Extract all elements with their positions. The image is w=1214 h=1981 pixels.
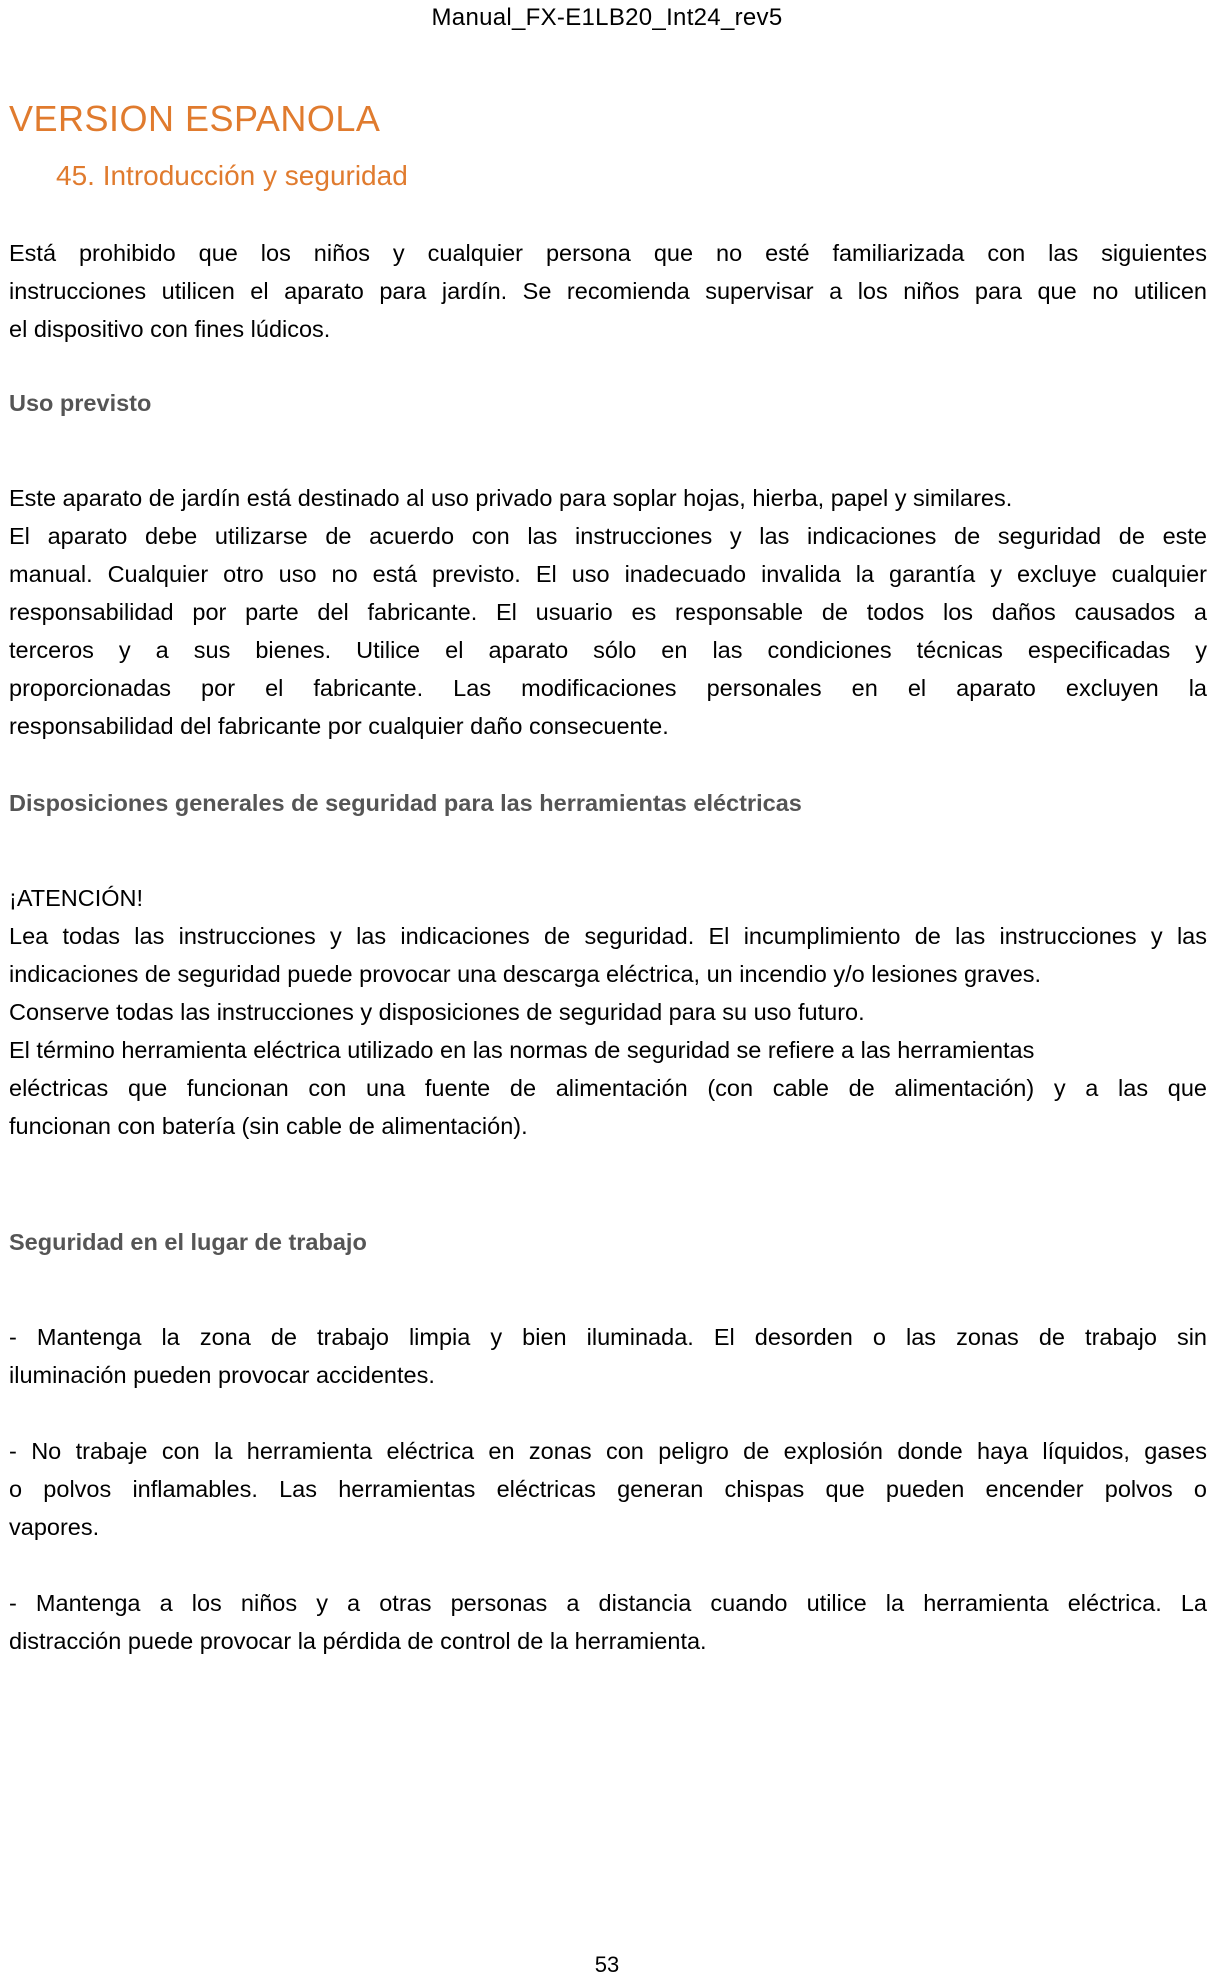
- heading-seguridad-lugar: Seguridad en el lugar de trabajo: [9, 1229, 367, 1255]
- text-line: responsabilidad del fabricante por cualquier daño consecuente.: [9, 713, 669, 739]
- disposiciones-paragraph: [9, 879, 1207, 1145]
- intro-paragraph: [9, 234, 1207, 348]
- text-line: El término herramienta eléctrica utilizado en las normas de seguridad se refiere a las herramientas: [9, 1037, 1035, 1063]
- text-line: - Mantenga la zona de trabajo limpia y bien iluminada. El desorden o las zonas de trabajo sin: [9, 1324, 1207, 1350]
- text-line: Está prohibido que los niños y cualquier persona que no esté familiarizada con las siguientes: [9, 240, 1207, 266]
- text-line: proporcionadas por el fabricante. Las modificaciones personales en el aparato excluyen la: [9, 675, 1207, 701]
- text-line: iluminación pueden provocar accidentes.: [9, 1362, 435, 1388]
- page-number: 53: [594, 1952, 620, 1977]
- list-item: [9, 1584, 1207, 1660]
- uso-previsto-paragraph: [9, 479, 1207, 745]
- list-item: [9, 1318, 1207, 1394]
- heading-disposiciones: Disposiciones generales de seguridad para las herramientas eléctricas: [9, 790, 802, 816]
- text-line: Este aparato de jardín está destinado al uso privado para soplar hojas, hierba, papel y similares.: [9, 485, 1013, 511]
- text-line: terceros y a sus bienes. Utilice el aparato sólo en las condiciones técnicas especificadas y: [9, 637, 1207, 663]
- list-item: [9, 1432, 1207, 1546]
- text-line: - No trabaje con la herramienta eléctrica en zonas con peligro de explosión donde haya líquidos, gases: [9, 1438, 1207, 1464]
- text-line: Lea todas las instrucciones y las indicaciones de seguridad. El incumplimiento de las instrucciones y las: [9, 923, 1207, 949]
- text-line: instrucciones utilicen el aparato para jardín. Se recomienda supervisar a los niños para que no utilicen: [9, 278, 1207, 304]
- text-line: funcionan con batería (sin cable de alimentación).: [9, 1113, 528, 1139]
- document-header: Manual_FX-E1LB20_Int24_rev5: [431, 4, 783, 31]
- text-line: distracción puede provocar la pérdida de control de la herramienta.: [9, 1628, 707, 1654]
- version-title: VERSION ESPANOLA: [9, 98, 381, 139]
- text-line: vapores.: [9, 1514, 100, 1540]
- text-line: responsabilidad por parte del fabricante. El usuario es responsable de todos los daños causados a: [9, 599, 1207, 625]
- text-line: Conserve todas las instrucciones y disposiciones de seguridad para su uso futuro.: [9, 999, 865, 1025]
- heading-uso-previsto: Uso previsto: [9, 390, 152, 416]
- text-line: El aparato debe utilizarse de acuerdo con las instrucciones y las indicaciones de seguridad de este: [9, 523, 1207, 549]
- text-line: el dispositivo con fines lúdicos.: [9, 316, 331, 342]
- text-line: eléctricas que funcionan con una fuente de alimentación (con cable de alimentación) y a las que: [9, 1075, 1207, 1101]
- text-line: - Mantenga a los niños y a otras personas a distancia cuando utilice la herramienta eléctrica. La: [9, 1590, 1207, 1616]
- text-line: manual. Cualquier otro uso no está previsto. El uso inadecuado invalida la garantía y excluye cualquier: [9, 561, 1207, 587]
- text-line: o polvos inflamables. Las herramientas eléctricas generan chispas que pueden encender polvos o: [9, 1476, 1207, 1502]
- section-title: 45. Introducción y seguridad: [56, 160, 408, 191]
- text-line: indicaciones de seguridad puede provocar una descarga eléctrica, un incendio y/o lesiones graves.: [9, 961, 1042, 987]
- attention-label: ¡ATENCIÓN!: [9, 885, 144, 911]
